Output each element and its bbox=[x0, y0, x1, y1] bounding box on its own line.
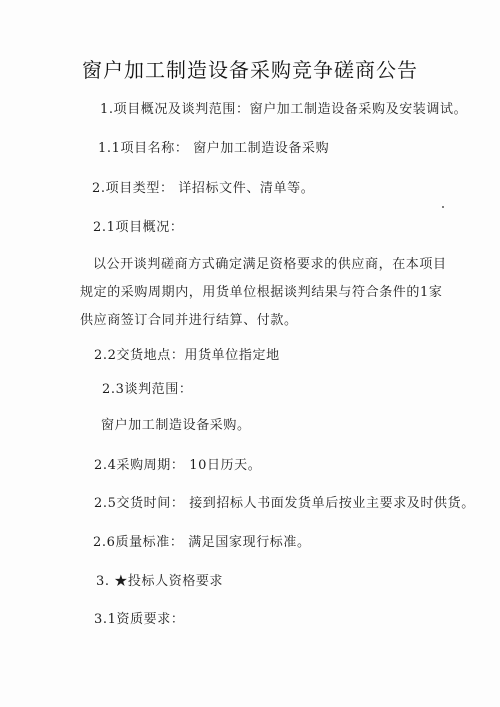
item-2-project-type: 2.项目类型： 详招标文件、清单等。 bbox=[92, 181, 315, 196]
overview-paragraph: 以公开谈判磋商方式确定满足资格要求的供应商，在本项目规定的采购周期内，用货单位根据谈判结果与符合条件的1家供应商签订合同并进行结算、付款。 bbox=[80, 257, 447, 328]
scope-text: 窗户加工制造设备采购。 bbox=[101, 418, 251, 433]
item-2-3-scope-heading: 2.3谈判范围： bbox=[102, 382, 193, 397]
section-1-heading: 1.项目概况及谈判范围：窗户加工制造设备采购及安装调试。 bbox=[100, 102, 468, 117]
section-3-heading: 3. ★投标人资格要求 bbox=[96, 574, 224, 589]
item-2-1-overview-heading: 2.1项目概况： bbox=[93, 220, 184, 235]
item-2-6-quality-standard: 2.6质量标准： 满足国家现行标准。 bbox=[93, 535, 311, 550]
item-2-2-delivery-location: 2.2交货地点：用货单位指定地 bbox=[94, 348, 280, 363]
item-3-1-qualification-heading: 3.1资质要求： bbox=[94, 612, 185, 627]
item-2-4-procurement-period: 2.4采购周期： 10日历天。 bbox=[94, 458, 262, 473]
document-title: 窗户加工制造设备采购竞争磋商公告 bbox=[82, 58, 418, 82]
item-1-1-project-name: 1.1项目名称： 窗户加工制造设备采购 bbox=[98, 141, 330, 156]
scan-speck bbox=[442, 206, 444, 208]
item-2-5-delivery-time: 2.5交货时间： 接到招标人书面发货单后按业主要求及时供货。 bbox=[94, 496, 475, 511]
